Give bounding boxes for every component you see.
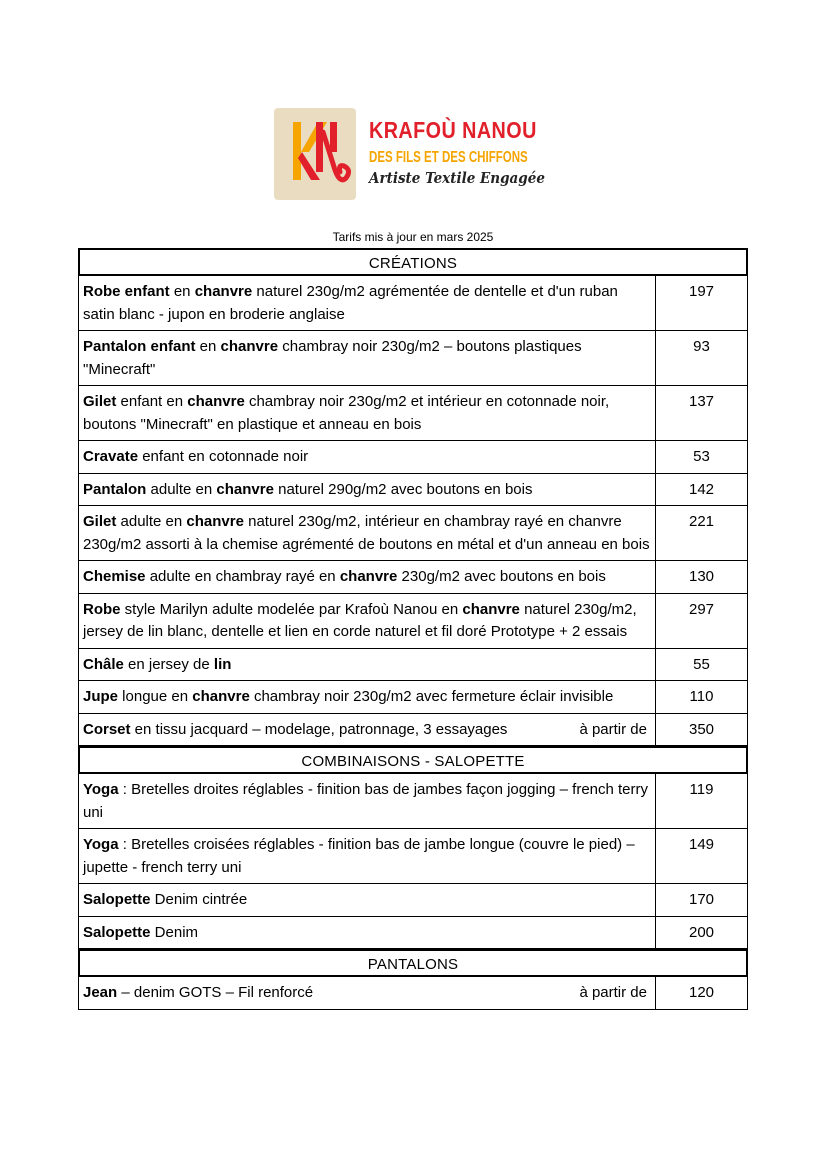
item-name: Robe enfant	[83, 283, 170, 300]
item-description	[79, 977, 656, 1009]
item-name: Corset	[83, 720, 131, 738]
table-row	[78, 884, 748, 917]
item-price: 149	[688, 836, 715, 853]
item-name: Robe	[83, 600, 121, 618]
table-row	[78, 681, 748, 714]
item-price: 130	[688, 568, 715, 585]
item-name: Yoga	[83, 836, 119, 853]
item-name: Salopette	[83, 923, 151, 941]
item-detail: Denim	[150, 923, 199, 941]
item-detail: : Bretelles droites réglables - finition bas de jambes façon jogging – french terry uni	[83, 781, 649, 821]
table-row	[78, 714, 748, 747]
table-row	[78, 561, 748, 594]
item-name: Gilet	[83, 393, 117, 410]
item-description	[79, 594, 656, 648]
item-description	[79, 331, 656, 385]
brand-subtitle: DES FILS ET DES CHIFFONS	[369, 149, 528, 166]
item-detail: naturel 290g/m2 avec boutons en bois	[273, 480, 533, 498]
item-description	[79, 714, 656, 746]
creations-rows	[78, 276, 748, 746]
item-text	[83, 982, 313, 1005]
price-table	[78, 248, 748, 1010]
item-description	[79, 884, 656, 916]
item-detail: 230g/m2 avec boutons en bois	[397, 568, 606, 585]
table-row	[78, 649, 748, 682]
item-detail: longue en	[118, 688, 193, 705]
item-description	[79, 649, 656, 681]
combinaisons-rows	[78, 774, 748, 949]
item-name: Gilet	[83, 513, 117, 530]
item-line	[83, 719, 651, 742]
item-price: 197	[688, 283, 715, 300]
item-description	[79, 561, 656, 593]
item-detail: adulte en	[116, 513, 187, 530]
item-description	[79, 681, 656, 713]
item-detail: naturel 230g/m2, jersey de lin blanc, dentelle et lien en corde naturel et fil doré Prototype + 2 essais	[83, 600, 637, 640]
item-name: Chemise	[83, 568, 146, 585]
item-name: Pantalon enfant	[83, 338, 196, 355]
item-material: chanvre	[339, 568, 398, 585]
table-row	[78, 506, 748, 561]
item-detail: en	[195, 338, 221, 355]
price-qualifier: à partir de	[579, 720, 647, 738]
item-description	[79, 386, 656, 440]
item-description	[79, 441, 656, 473]
item-name: Pantalon	[83, 480, 147, 498]
item-name: Salopette	[83, 891, 151, 908]
item-detail: : Bretelles croisées réglables - finition bas de jambe longue (couvre le pied) – jupette - french terry uni	[83, 836, 635, 876]
table-row	[78, 917, 748, 950]
item-name: Cravate	[83, 448, 139, 465]
table-row	[78, 386, 748, 441]
item-price: 120	[688, 984, 715, 1001]
item-material: chanvre	[186, 513, 244, 530]
price-qualifier: à partir de	[579, 984, 647, 1001]
brand-block	[369, 116, 589, 187]
pantalons-rows	[78, 977, 748, 1010]
item-description	[79, 474, 656, 506]
item-material: chanvre	[220, 338, 279, 355]
table-row	[78, 331, 748, 386]
item-detail: en tissu jacquard – modelage, patronnage, 3 essayages	[130, 720, 508, 738]
item-price: 221	[688, 513, 715, 530]
item-detail: naturel 230g/m2 agrémentée de dentelle et d'un ruban satin blanc - jupon en broderie anglaise	[83, 283, 618, 323]
item-price: 297	[688, 600, 715, 618]
item-name: Châle	[83, 655, 124, 673]
table-row	[78, 474, 748, 507]
item-detail: style Marilyn adulte modelée par Krafoù Nanou en	[120, 600, 463, 618]
item-detail: – denim GOTS – Fil renforcé	[117, 984, 314, 1001]
item-detail: enfant en	[116, 393, 188, 410]
item-price: 200	[688, 923, 715, 941]
item-detail: adulte en	[146, 480, 217, 498]
item-description	[79, 276, 656, 330]
item-price: 53	[693, 448, 710, 465]
item-detail: adulte en chambray rayé en	[145, 568, 340, 585]
table-row	[78, 977, 748, 1010]
update-note: Tarifs mis à jour en mars 2025	[332, 230, 494, 244]
item-price: 119	[689, 781, 714, 798]
item-name: Jupe	[83, 688, 119, 705]
item-line	[83, 982, 651, 1005]
brand-title: KRAFOÙ NANOU	[369, 117, 537, 143]
item-material: chanvre	[192, 688, 250, 705]
section-header-creations: CRÉATIONS	[78, 248, 748, 276]
item-name: Yoga	[83, 781, 119, 798]
item-price: 170	[688, 891, 715, 908]
kn-monogram-icon	[274, 108, 356, 200]
brand-tagline: Artiste Textile Engagée	[369, 169, 545, 187]
item-detail: enfant en cotonnade noir	[138, 448, 309, 465]
table-row	[78, 774, 748, 829]
item-price: 93	[693, 338, 710, 355]
item-price: 110	[689, 688, 714, 705]
item-price: 55	[693, 655, 710, 673]
table-row	[78, 829, 748, 884]
item-description	[79, 506, 656, 560]
section-header-pantalons: PANTALONS	[78, 949, 748, 977]
item-price: 350	[688, 720, 715, 738]
item-description	[79, 917, 656, 949]
table-row	[78, 594, 748, 649]
item-name: Jean	[83, 984, 118, 1001]
item-price: 142	[688, 480, 715, 498]
item-text	[83, 719, 507, 742]
item-detail: en jersey de	[123, 655, 214, 673]
item-detail: chambray noir 230g/m2 – boutons plastiques "Minecraft"	[83, 338, 582, 378]
item-material: chanvre	[462, 600, 520, 618]
section-header-combinaisons: COMBINAISONS - SALOPETTE	[78, 746, 748, 774]
logo-badge	[274, 108, 356, 200]
item-material: chanvre	[187, 393, 245, 410]
item-detail: naturel 230g/m2, intérieur en chambray rayé en chanvre 230g/m2 assorti à la chemise agrémenté de boutons en métal et d'un anneau en bois	[83, 513, 650, 553]
table-row	[78, 441, 748, 474]
item-detail: Denim cintrée	[150, 891, 248, 908]
item-material: chanvre	[194, 283, 253, 300]
item-description	[79, 774, 656, 828]
item-detail: chambray noir 230g/m2 et intérieur en cotonnade noir, boutons "Minecraft" en plastique et anneau en bois	[83, 393, 610, 433]
item-price: 137	[688, 393, 715, 410]
item-material: lin	[213, 655, 232, 673]
item-detail: chambray noir 230g/m2 avec fermeture éclair invisible	[249, 688, 614, 705]
item-material: chanvre	[216, 480, 274, 498]
table-row	[78, 276, 748, 331]
item-detail: en	[169, 283, 195, 300]
item-description	[79, 829, 656, 883]
